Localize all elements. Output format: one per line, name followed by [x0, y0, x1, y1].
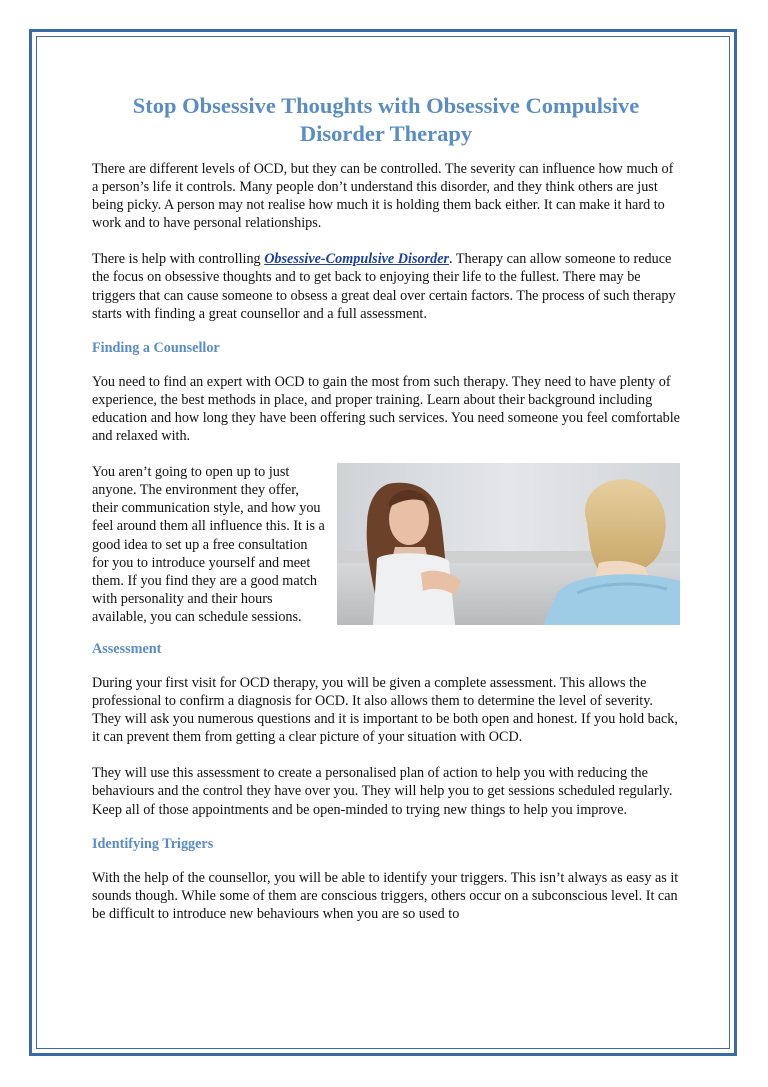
assessment-paragraph-1: During your first visit for OCD therapy, you will be given a complete assessment. This allows the professional to confirm a diagnosis for OCD. It also allows them to determine the level of severity. They will ask you numerous questions and it is important to be both open and honest. If you hold back, it can prevent them from getting a clear picture of your situation with OCD. — [92, 674, 678, 746]
document-title: Stop Obsessive Thoughts with Obsessive Compulsive Disorder Therapy — [132, 93, 640, 146]
assessment-paragraph-2: They will use this assessment to create a personalised plan of action to help you with reducing the behaviours and the control they have over you. They will help you to get sessions scheduled regularly. Keep all of those appointments and be open-minded to trying new things to help you improve. — [92, 765, 673, 818]
document-body — [92, 92, 680, 923]
finding-paragraph-with-photo — [92, 463, 680, 626]
ocd-link[interactable]: Obsessive-Compulsive Disorder — [264, 251, 450, 268]
intro-paragraph: There are different levels of OCD, but they can be controlled. The severity can influence how much of a person’s life it controls. Many people don’t understand this disorder, and they think others are just being picky. A person may not realise how much it is holding them back either. It can make it hard to work and to have personal relationships. — [92, 161, 674, 232]
heading-finding-counsellor: Finding a Counsellor — [92, 339, 220, 356]
help-text-after: . Therapy can allow someone to reduce the focus on obsessive thoughts and to get back to enjoying their life to the fullest. There may be triggers that can cause someone to obsess a great deal over certain factors. The process of such therapy starts with finding a great counsellor and a full assessment. — [92, 251, 676, 322]
help-paragraph — [92, 250, 680, 322]
finding-paragraph-2: You aren’t going to open up to just anyone. The environment they offer, their communication style, and how you feel around them all influence this. It is a good idea to set up a free consultation for you to introduce yourself and meet them. If you find they are a good match with personality and their hours available, you can schedule sessions. — [92, 464, 325, 625]
finding-paragraph-1: You need to find an expert with OCD to gain the most from such therapy. They need to have plenty of experience, the best methods in place, and proper training. Learn about their background including education and how long they have been offering such services. You need someone you feel comfortable and relaxed with. — [92, 373, 680, 445]
triggers-paragraph-1: With the help of the counsellor, you will be able to identify your triggers. This isn’t always as easy as it sounds though. While some of them are conscious triggers, others occur on a subconscious level. It can be difficult to introduce new behaviours when you are so used to — [92, 869, 679, 922]
help-text-before: There is help with controlling — [92, 251, 265, 268]
heading-assessment: Assessment — [92, 640, 162, 657]
therapy-session-photo — [337, 463, 680, 625]
heading-identifying-triggers: Identifying Triggers — [92, 835, 214, 852]
